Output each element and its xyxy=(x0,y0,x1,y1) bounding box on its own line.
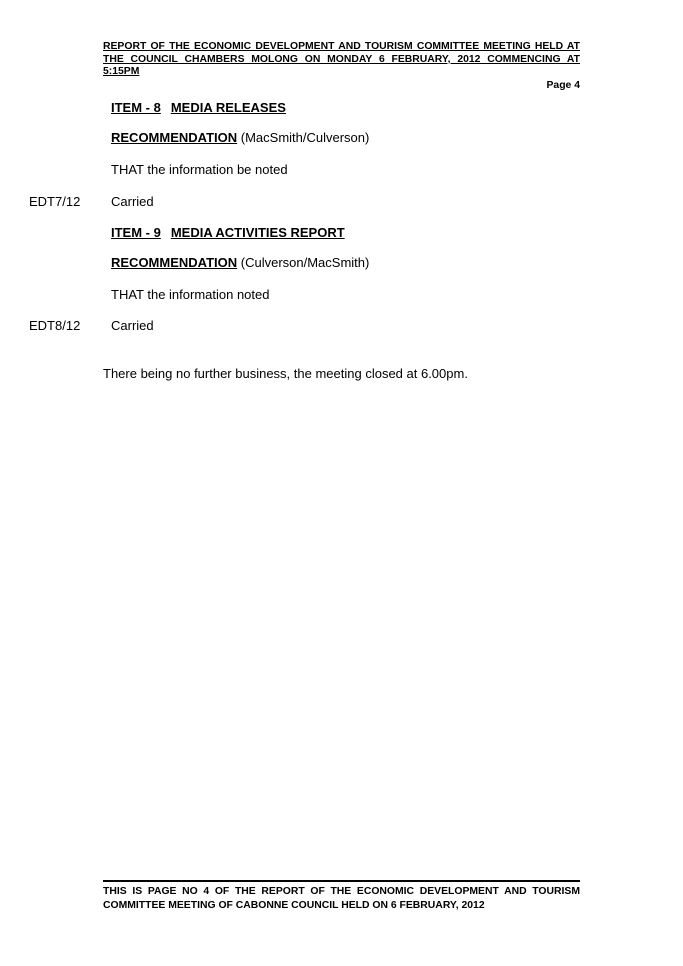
item-9-number: ITEM - 9 xyxy=(111,225,161,240)
item-8-recommendation xyxy=(111,130,369,145)
recommendation-label: RECOMMENDATION xyxy=(111,255,238,270)
item-8-resolution: THAT the information be noted xyxy=(111,162,288,177)
item-8-movers: (MacSmith/Culverson) xyxy=(240,130,370,145)
recommendation-label: RECOMMENDATION xyxy=(111,130,238,145)
item-8-outcome: Carried xyxy=(111,194,154,209)
item-8-number: ITEM - 8 xyxy=(111,100,161,115)
item-9-outcome: Carried xyxy=(111,318,154,333)
page-footer: THIS IS PAGE NO 4 OF THE REPORT OF THE ECONOMIC DEVELOPMENT AND TOURISM COMMITTEE MEETING OF CABONNE COUNCIL HELD ON 6 FEBRUARY, 2012 xyxy=(103,886,580,911)
page-header: REPORT OF THE ECONOMIC DEVELOPMENT AND TOURISM COMMITTEE MEETING HELD AT THE COUNCIL CHAMBERS MOLONG ON MONDAY 6 FEBRUARY, 2012 COMMENCING AT 5:15PM xyxy=(103,41,580,77)
item-9-minute-number: EDT8/12 xyxy=(29,318,81,333)
item-9-title: MEDIA ACTIVITIES REPORT xyxy=(170,225,345,240)
item-9-heading xyxy=(111,225,345,240)
item-9-resolution: THAT the information noted xyxy=(111,287,270,302)
page-number: Page 4 xyxy=(546,80,580,91)
item-8-heading xyxy=(111,100,286,115)
item-8-minute-number: EDT7/12 xyxy=(29,194,81,209)
item-9-recommendation xyxy=(111,255,369,270)
item-9-movers: (Culverson/MacSmith) xyxy=(240,255,370,270)
footer-divider xyxy=(103,880,580,882)
item-8-title: MEDIA RELEASES xyxy=(170,100,286,115)
closing-statement: There being no further business, the meeting closed at 6.00pm. xyxy=(103,366,468,381)
